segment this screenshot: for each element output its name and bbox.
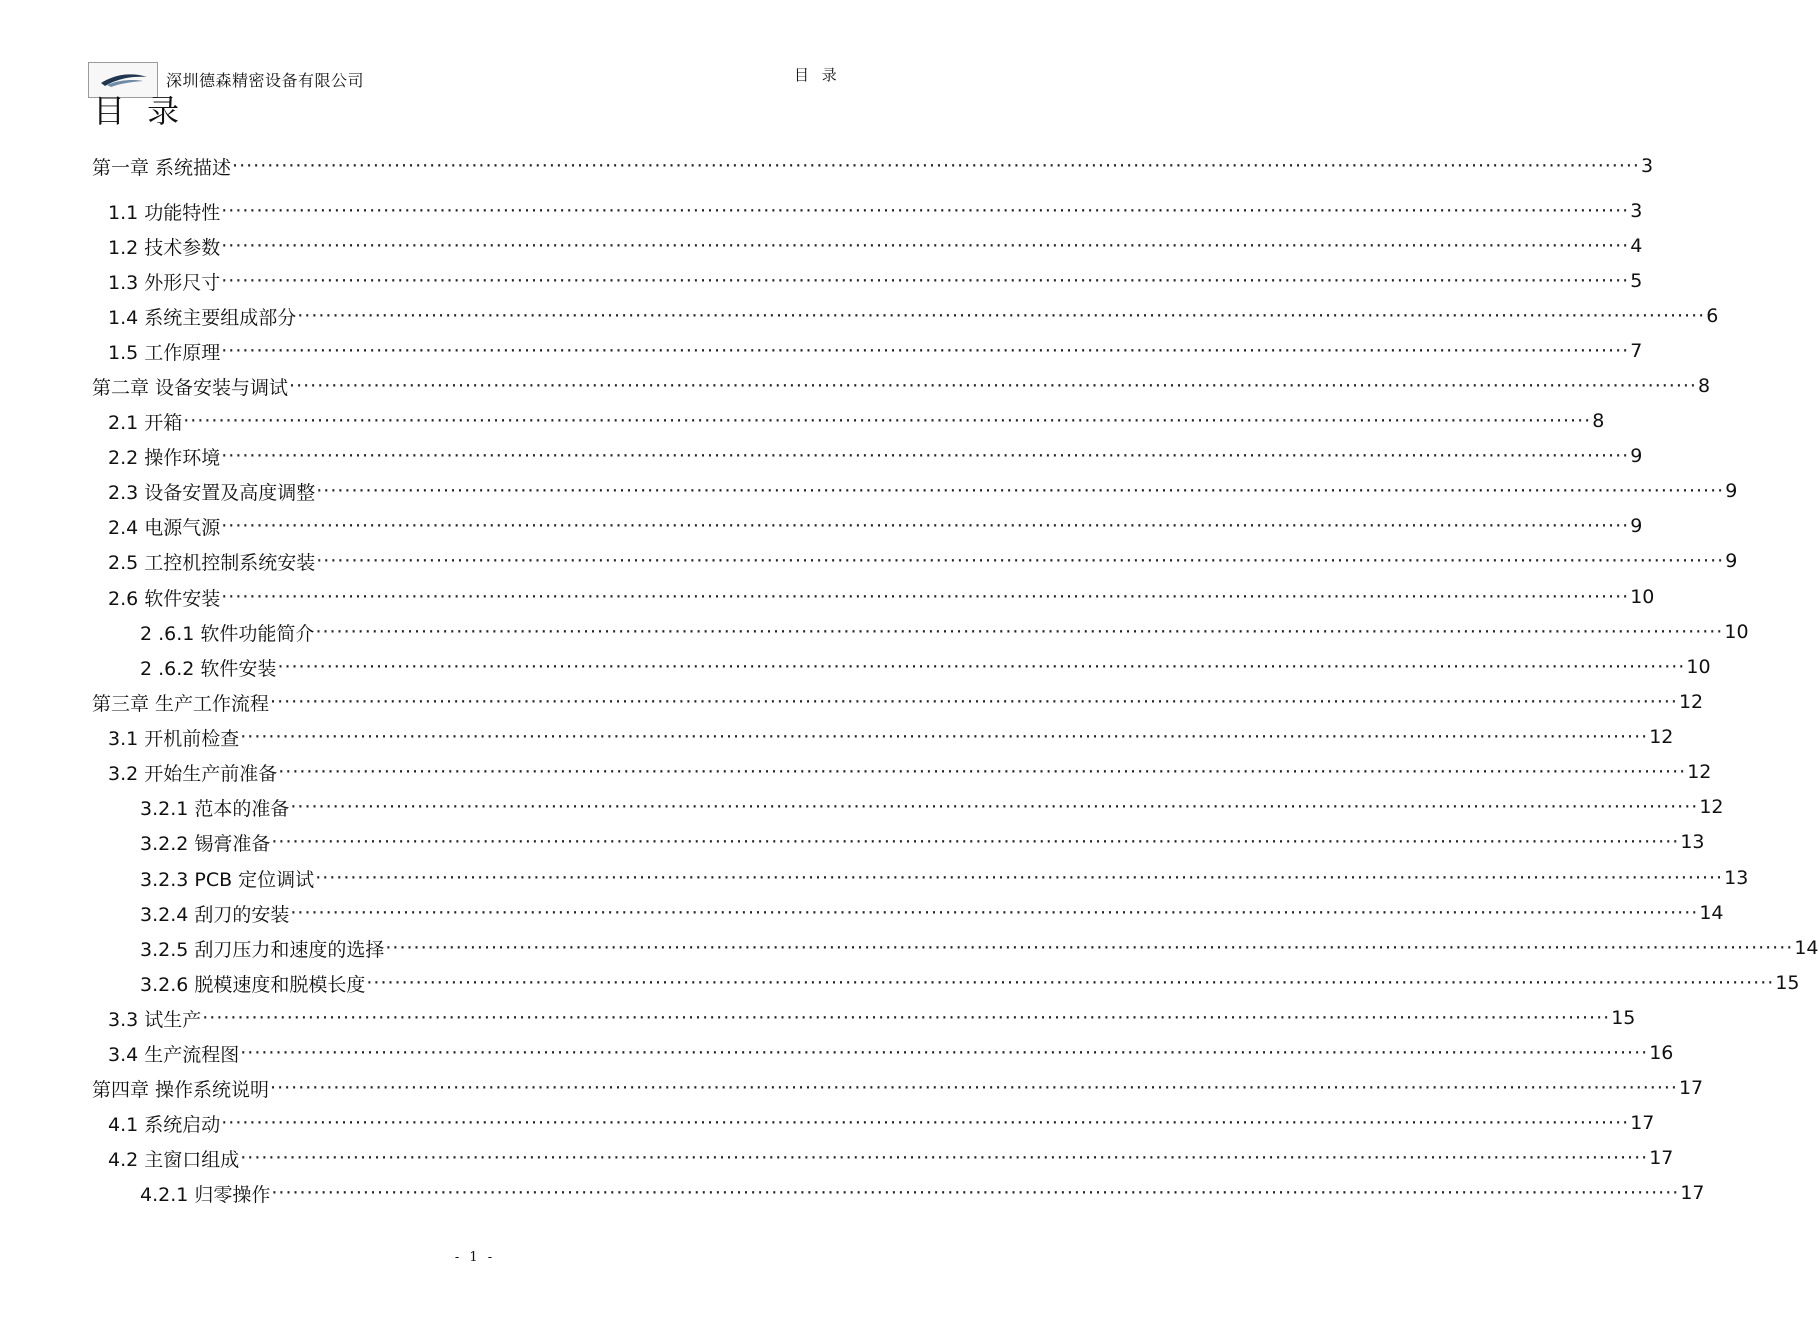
toc-entry-page: 16 bbox=[1649, 1042, 1674, 1064]
toc-entry-page: 3 bbox=[1640, 155, 1654, 177]
toc-leader-dots: ········································································································································································································ bbox=[315, 621, 1724, 643]
toc-entry[interactable] bbox=[108, 338, 1643, 364]
toc-entry[interactable] bbox=[108, 548, 1738, 574]
toc-entry-label: 第四章 操作系统说明 bbox=[92, 1078, 270, 1101]
page-number: - 1 - bbox=[454, 1250, 496, 1265]
toc-entry[interactable] bbox=[140, 829, 1705, 855]
toc-entry-label: 第二章 设备安装与调试 bbox=[92, 376, 289, 399]
toc-entry[interactable] bbox=[108, 233, 1643, 259]
toc-entry-label: 4.1 系统启动 bbox=[108, 1113, 221, 1136]
toc-entry-label: 2.3 设备安置及高度调整 bbox=[108, 481, 316, 504]
toc-entry-page: 3 bbox=[1630, 200, 1643, 222]
toc-leader-dots: ········································································································································································································ bbox=[315, 867, 1724, 889]
toc-entry[interactable] bbox=[92, 1075, 1704, 1101]
toc-entry-page: 12 bbox=[1687, 761, 1712, 783]
toc-entry-page: 5 bbox=[1630, 270, 1643, 292]
toc-leader-dots: ········································································································································································································ bbox=[270, 691, 1678, 713]
toc-entry[interactable] bbox=[108, 443, 1643, 469]
toc-entry[interactable] bbox=[140, 970, 1800, 996]
toc-entry[interactable] bbox=[92, 689, 1704, 715]
toc-entry-page: 6 bbox=[1706, 305, 1719, 327]
toc-entry-page: 17 bbox=[1649, 1147, 1674, 1169]
toc-entry-page: 12 bbox=[1649, 726, 1674, 748]
toc-entry-label: 3.1 开机前检查 bbox=[108, 727, 240, 750]
toc-entry-label: 4.2 主窗口组成 bbox=[108, 1148, 240, 1171]
toc-entry-label: 3.2.5 刮刀压力和速度的选择 bbox=[140, 938, 385, 961]
toc-entry-label: 1.2 技术参数 bbox=[108, 236, 221, 259]
toc-entry-page: 13 bbox=[1724, 867, 1749, 889]
toc-entry-label: 2.1 开箱 bbox=[108, 411, 183, 434]
toc-entry-label: 2.5 工控机控制系统安装 bbox=[108, 551, 316, 574]
toc-entry-page: 8 bbox=[1697, 375, 1711, 397]
toc-leader-dots: ········································································································································································································ bbox=[316, 480, 1725, 502]
toc-entry[interactable] bbox=[140, 935, 1819, 961]
toc-leader-dots: ········································································································································································································ bbox=[271, 1182, 1680, 1204]
toc-entry[interactable] bbox=[108, 513, 1643, 539]
toc-leader-dots: ········································································································································································································ bbox=[270, 1077, 1678, 1099]
toc-leader-dots: ········································································································································································································ bbox=[290, 902, 1699, 924]
toc-leader-dots: ········································································································································································································ bbox=[221, 1112, 1630, 1134]
page-title: 目 录 bbox=[93, 92, 186, 130]
toc-entry[interactable] bbox=[92, 153, 1654, 179]
toc-leader-dots: ········································································································································································································ bbox=[289, 375, 1697, 397]
toc-entry-page: 9 bbox=[1725, 480, 1738, 502]
toc-leader-dots: ········································································································································································································ bbox=[297, 305, 1706, 327]
toc-leader-dots: ········································································································································································································ bbox=[316, 550, 1725, 572]
toc-entry-page: 9 bbox=[1630, 515, 1643, 537]
toc-entry[interactable] bbox=[108, 1040, 1674, 1066]
toc-leader-dots: ········································································································································································································ bbox=[221, 270, 1630, 292]
toc-leader-dots: ········································································································································································································ bbox=[221, 340, 1630, 362]
toc-entry-page: 9 bbox=[1725, 550, 1738, 572]
toc-entry-page: 4 bbox=[1630, 235, 1643, 257]
toc-leader-dots: ········································································································································································································ bbox=[232, 155, 1640, 177]
toc-leader-dots: ········································································································································································································ bbox=[183, 410, 1592, 432]
toc-entry-label: 3.2.4 刮刀的安装 bbox=[140, 903, 290, 926]
toc-entry-page: 17 bbox=[1680, 1182, 1705, 1204]
toc-entry-page: 12 bbox=[1678, 691, 1704, 713]
toc-entry[interactable] bbox=[108, 759, 1712, 785]
toc-leader-dots: ········································································································································································································ bbox=[271, 831, 1680, 853]
toc-entry-label: 3.3 试生产 bbox=[108, 1008, 202, 1031]
toc-entry[interactable] bbox=[140, 900, 1724, 926]
toc-leader-dots: ········································································································································································································ bbox=[385, 937, 1794, 959]
toc-leader-dots: ········································································································································································································ bbox=[221, 445, 1630, 467]
toc-entry-page: 13 bbox=[1680, 831, 1705, 853]
toc-leader-dots: ········································································································································································································ bbox=[240, 1042, 1649, 1064]
toc-entry-page: 15 bbox=[1775, 972, 1800, 994]
toc-entry[interactable] bbox=[140, 654, 1711, 680]
toc-entry-label: 2.6 软件安装 bbox=[108, 587, 221, 610]
toc-entry-page: 9 bbox=[1630, 445, 1643, 467]
toc-entry-label: 第三章 生产工作流程 bbox=[92, 692, 270, 715]
toc-leader-dots: ········································································································································································································ bbox=[202, 1007, 1611, 1029]
toc-entry-page: 8 bbox=[1592, 410, 1605, 432]
toc-entry-label: 2 .6.1 软件功能简介 bbox=[140, 622, 315, 645]
toc-entry-label: 1.3 外形尺寸 bbox=[108, 271, 221, 294]
toc-entry-label: 3.2.6 脱模速度和脱模长度 bbox=[140, 973, 366, 996]
toc-entry-label: 1.5 工作原理 bbox=[108, 341, 221, 364]
toc-leader-dots: ········································································································································································································ bbox=[221, 235, 1630, 257]
toc-leader-dots: ········································································································································································································ bbox=[221, 586, 1630, 608]
toc-entry-label: 3.2.1 范本的准备 bbox=[140, 797, 290, 820]
toc-leader-dots: ········································································································································································································ bbox=[277, 656, 1686, 678]
header-section-label: 目 录 bbox=[794, 66, 841, 84]
toc-entry[interactable] bbox=[108, 1005, 1636, 1031]
toc-entry-page: 15 bbox=[1611, 1007, 1636, 1029]
toc-entry[interactable] bbox=[108, 724, 1674, 750]
toc-entry-label: 4.2.1 归零操作 bbox=[140, 1183, 271, 1206]
toc-entry-page: 7 bbox=[1630, 340, 1643, 362]
toc-entry-label: 2 .6.2 软件安装 bbox=[140, 657, 277, 680]
toc-entry-page: 10 bbox=[1724, 621, 1749, 643]
toc-leader-dots: ········································································································································································································ bbox=[366, 972, 1775, 994]
toc-entry-page: 10 bbox=[1630, 586, 1655, 608]
toc-entry-label: 3.4 生产流程图 bbox=[108, 1043, 240, 1066]
toc-entry-label: 3.2.3 PCB 定位调试 bbox=[140, 868, 315, 891]
toc-entry-label: 1.1 功能特性 bbox=[108, 201, 221, 224]
toc-leader-dots: ········································································································································································································ bbox=[240, 726, 1649, 748]
toc-entry-label: 第一章 系统描述 bbox=[92, 156, 232, 179]
toc-entry[interactable] bbox=[140, 1180, 1705, 1206]
toc-entry[interactable] bbox=[108, 198, 1643, 224]
toc-entry[interactable] bbox=[108, 268, 1643, 294]
toc-entry-page: 12 bbox=[1699, 796, 1724, 818]
toc-entry-page: 14 bbox=[1699, 902, 1724, 924]
toc-entry-page: 17 bbox=[1678, 1077, 1704, 1099]
toc-entry[interactable] bbox=[108, 1145, 1674, 1171]
toc-entry[interactable] bbox=[140, 619, 1749, 645]
toc-entry[interactable] bbox=[140, 794, 1724, 820]
toc-entry[interactable] bbox=[108, 584, 1655, 610]
toc-entry-label: 3.2 开始生产前准备 bbox=[108, 762, 278, 785]
toc-entry[interactable] bbox=[92, 373, 1711, 399]
toc-entry-page: 14 bbox=[1794, 937, 1819, 959]
toc-leader-dots: ········································································································································································································ bbox=[221, 200, 1630, 222]
toc-entry-label: 2.4 电源气源 bbox=[108, 516, 221, 539]
toc-entry[interactable] bbox=[108, 303, 1719, 329]
toc-leader-dots: ········································································································································································································ bbox=[240, 1147, 1649, 1169]
company-name: 深圳德森精密设备有限公司 bbox=[166, 71, 365, 90]
toc-entry[interactable] bbox=[108, 478, 1738, 504]
toc-entry-page: 10 bbox=[1686, 656, 1711, 678]
toc-leader-dots: ········································································································································································································ bbox=[290, 796, 1699, 818]
toc-entry-page: 17 bbox=[1630, 1112, 1655, 1134]
toc-entry[interactable] bbox=[108, 1110, 1655, 1136]
toc-entry-label: 3.2.2 锡膏准备 bbox=[140, 832, 271, 855]
toc-leader-dots: ········································································································································································································ bbox=[221, 515, 1630, 537]
toc-leader-dots: ········································································································································································································ bbox=[278, 761, 1687, 783]
toc-entry[interactable] bbox=[108, 408, 1605, 434]
toc-entry-label: 1.4 系统主要组成部分 bbox=[108, 306, 297, 329]
toc-entry-label: 2.2 操作环境 bbox=[108, 446, 221, 469]
toc-entry[interactable] bbox=[140, 865, 1749, 891]
